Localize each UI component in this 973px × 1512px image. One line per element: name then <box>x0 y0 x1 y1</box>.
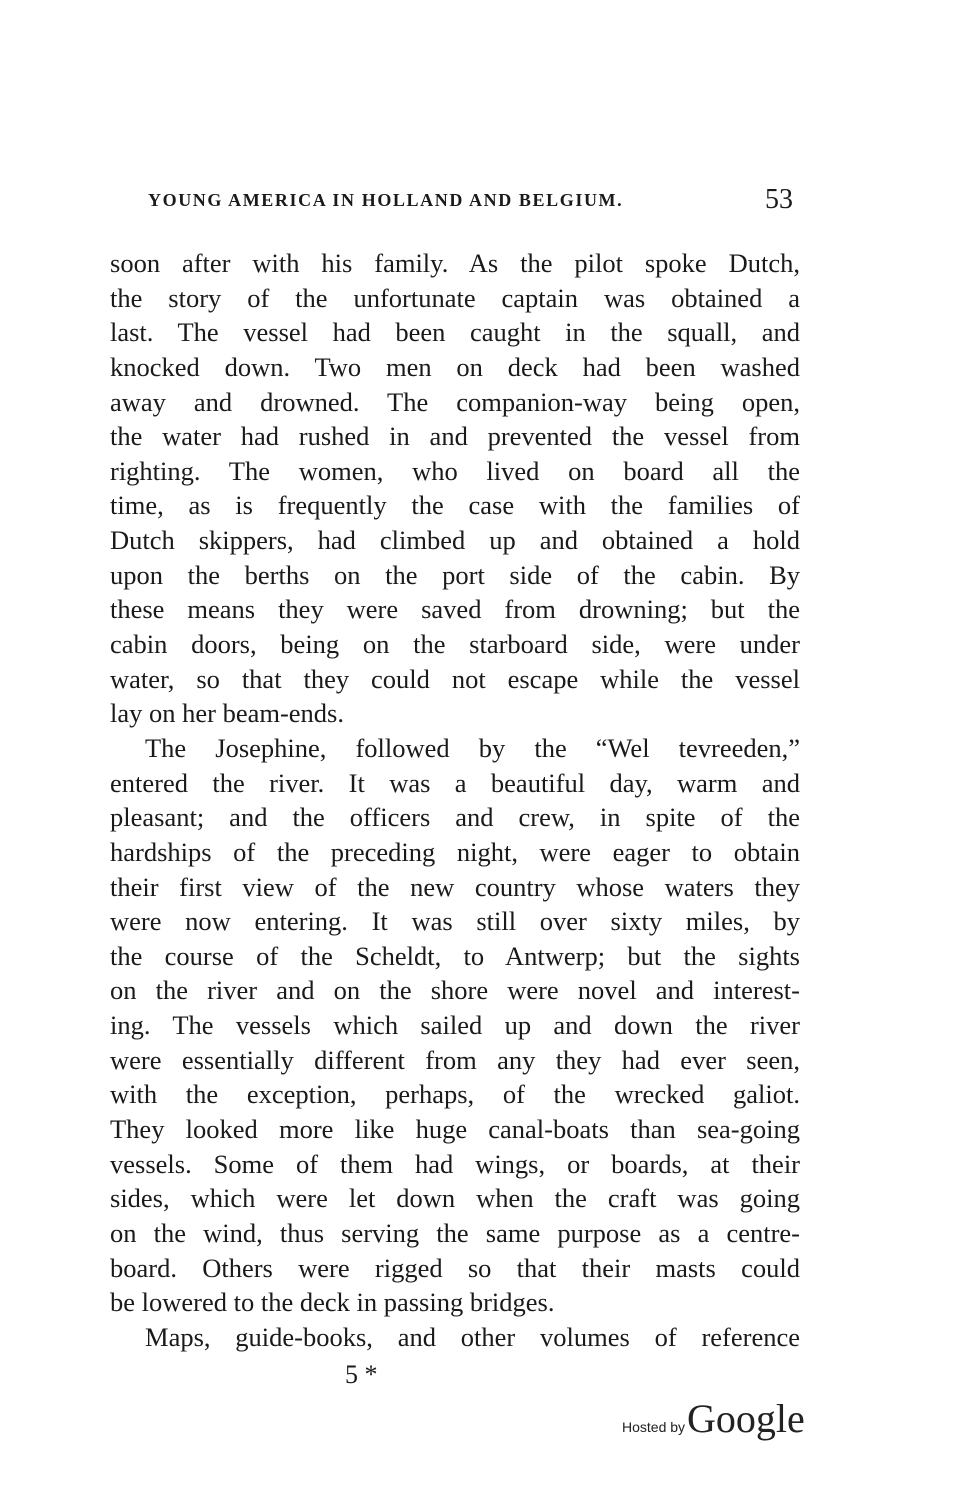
text-line: these means they were saved from drowning; but the <box>110 594 800 625</box>
text-line: sides, which were let down when the craft was going <box>110 1183 800 1214</box>
text-line: away and drowned. The companion-way being open, <box>110 386 800 417</box>
text-line: cabin doors, being on the starboard side, were under <box>110 629 800 660</box>
text-line: Dutch skippers, had climbed up and obtained a hold <box>110 525 800 556</box>
text-line: board. Others were rigged so that their masts could <box>110 1252 800 1283</box>
text-line: Maps, guide-books, and other volumes of reference <box>145 1321 800 1352</box>
text-line: with the exception, perhaps, of the wrecked galiot. <box>110 1079 800 1110</box>
text-line: upon the berths on the port side of the cabin. By <box>110 559 800 590</box>
text-line: entered the river. It was a beautiful day, warm and <box>110 767 800 798</box>
text-line: the story of the unfortunate captain was obtained a <box>110 282 800 313</box>
text-line: last. The vessel had been caught in the squall, and <box>110 317 800 348</box>
text-line: pleasant; and the officers and crew, in spite of the <box>110 802 800 833</box>
text-line: were now entering. It was still over sixty miles, by <box>110 906 800 937</box>
hosted-by-google-watermark <box>622 1395 805 1442</box>
text-line: righting. The women, who lived on board all the <box>110 455 800 486</box>
text-line: the course of the Scheldt, to Antwerp; but the sights <box>110 940 800 971</box>
text-line: be lowered to the deck in passing bridges. <box>110 1287 555 1318</box>
text-line: hardships of the preceding night, were eager to obtain <box>110 836 800 867</box>
running-head <box>148 186 793 216</box>
text-line: vessels. Some of them had wings, or boards, at their <box>110 1148 800 1179</box>
text-line: time, as is frequently the case with the families of <box>110 490 800 521</box>
text-line: soon after with his family. As the pilot spoke Dutch, <box>110 248 800 278</box>
text-line: knocked down. Two men on deck had been washed <box>110 351 800 382</box>
hosted-by-label: Hosted by <box>622 1419 686 1435</box>
running-head-title: YOUNG AMERICA IN HOLLAND AND BELGIUM. <box>148 190 624 210</box>
text-line: on the wind, thus serving the same purpose as a centre- <box>110 1217 800 1248</box>
signature-mark: 5 * <box>345 1360 378 1389</box>
google-logo: Google <box>687 1396 805 1441</box>
text-line: lay on her beam-ends. <box>110 698 344 729</box>
text-line: water, so that they could not escape while the vessel <box>110 663 800 694</box>
text-line: on the river and on the shore were novel and interest- <box>110 975 800 1006</box>
text-line: ing. The vessels which sailed up and down the river <box>110 1010 800 1041</box>
text-line: the water had rushed in and prevented the vessel from <box>110 421 800 452</box>
page-number: 53 <box>765 184 793 215</box>
text-line: They looked more like huge canal-boats than sea-going <box>110 1114 800 1145</box>
text-line: their first view of the new country whose waters they <box>110 871 800 902</box>
text-line: were essentially different from any they had ever seen, <box>110 1044 800 1075</box>
text-line: The Josephine, followed by the “Wel tevreeden,” <box>145 732 800 763</box>
body-text <box>110 246 800 1355</box>
